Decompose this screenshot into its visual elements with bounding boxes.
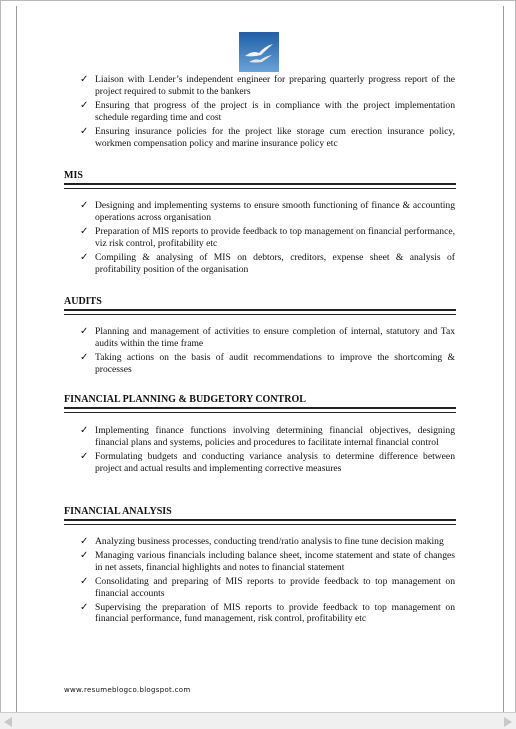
section-rule	[64, 309, 456, 315]
scroll-right-icon[interactable]	[504, 717, 512, 727]
check-icon: ✓	[80, 200, 89, 211]
list-item: ✓ Ensuring insurance policies for the project like storage cum erection insurance policy, workmen compensation policy and marine insurance policy etc	[80, 125, 455, 149]
birds-logo-icon	[239, 32, 279, 72]
check-icon: ✓	[80, 251, 89, 263]
list-item: ✓ Implementing finance functions involving determining financial objectives, designing financial plans and systems, policies and procedures to facilitate internal financial control	[80, 425, 455, 448]
section-title-financial-analysis: FINANCIAL ANALYSIS	[64, 506, 172, 517]
check-icon: ✓	[80, 225, 89, 237]
list-item: ✓ Planning and management of activities to ensure completion of internal, statutory and Tax audits within the time frame	[80, 326, 455, 349]
list-item: ✓ Analyzing business processes, conducting trend/ratio analysis to fine tune decision making	[80, 536, 444, 547]
scroll-track[interactable]	[14, 715, 502, 727]
list-item: ✓ Compiling & analysing of MIS on debtors, creditors, expense sheet & analysis of profitability position of the organisation	[80, 251, 455, 275]
check-icon: ✓	[80, 536, 89, 547]
mis-list	[80, 200, 455, 277]
horizontal-scrollbar[interactable]	[0, 712, 516, 729]
list-item: ✓ Preparation of MIS reports to provide feedback to top management on financial performance, viz risk control, profitability etc	[80, 225, 455, 249]
financial-analysis-list	[80, 536, 455, 627]
section-title-audits: AUDITS	[64, 296, 102, 307]
list-item: ✓ Formulating budgets and conducting variance analysis to determine difference between project and actual results and implementing corrective measures	[80, 450, 455, 474]
section-rule	[64, 183, 456, 189]
check-icon: ✓	[80, 125, 89, 137]
list-item: ✓ Managing various financials including balance sheet, income statement and state of changes in net assets, financial highlights and notes to financial statement	[80, 549, 455, 573]
check-icon: ✓	[80, 99, 89, 111]
list-item: ✓ Supervising the preparation of MIS reports to provide feedback to top management on financial performance, fund management, risk control, profitability etc	[80, 601, 455, 625]
section-rule	[64, 519, 456, 525]
audits-list	[80, 326, 455, 378]
section-title-financial-planning: FINANCIAL PLANNING & BUDGETORY CONTROL	[64, 394, 306, 405]
list-item: ✓ Consolidating and preparing of MIS reports to provide feedback to top management on financial accounts	[80, 575, 455, 599]
list-item: ✓ Liaison with Lender’s independent engineer for preparing quarterly progress report of the project required to submit to the bankers	[80, 74, 455, 97]
section0-list	[80, 74, 455, 151]
check-icon: ✓	[80, 326, 89, 337]
check-icon: ✓	[80, 450, 89, 462]
check-icon: ✓	[80, 601, 89, 613]
section-rule	[64, 407, 456, 413]
scroll-left-icon[interactable]	[4, 717, 12, 727]
section-title-mis: MIS	[64, 170, 83, 181]
check-icon: ✓	[80, 549, 89, 561]
check-icon: ✓	[80, 575, 89, 587]
list-item: ✓ Ensuring that progress of the project is in compliance with the project implementation schedule regarding time and cost	[80, 99, 455, 123]
list-item: ✓ Taking actions on the basis of audit recommendations to improve the shortcoming & processes	[80, 351, 455, 375]
check-icon: ✓	[80, 74, 89, 85]
check-icon: ✓	[80, 425, 89, 436]
list-item: ✓ Designing and implementing systems to ensure smooth functioning of finance & accounting operations across organisation	[80, 200, 455, 223]
financial-planning-list	[80, 425, 455, 477]
check-icon: ✓	[80, 351, 89, 363]
footer-url[interactable]: www.resumeblogco.blogspot.com	[64, 686, 191, 694]
